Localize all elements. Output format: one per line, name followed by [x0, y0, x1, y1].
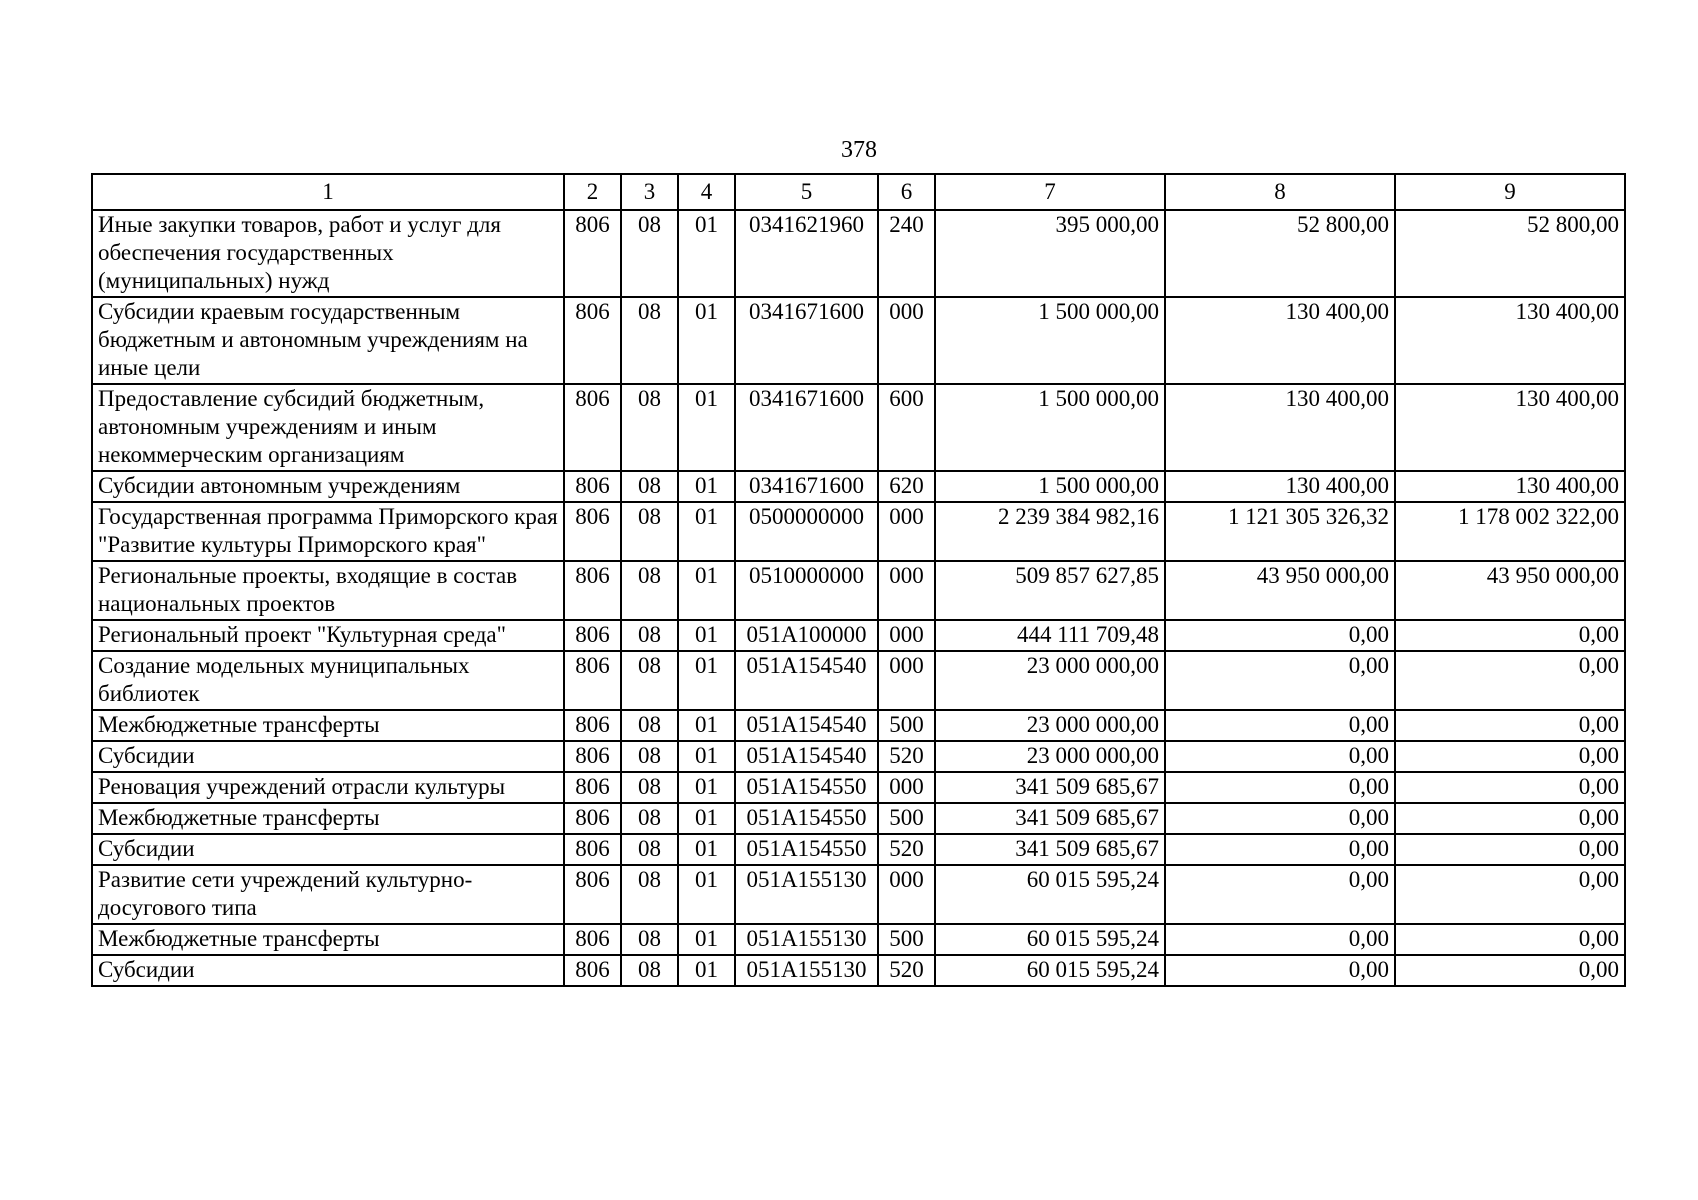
amount-col-8: 130 400,00	[1165, 297, 1395, 384]
amount-col-9: 0,00	[1395, 710, 1625, 741]
ministry-code: 806	[564, 741, 621, 772]
target-article-code: 0341671600	[735, 471, 878, 502]
amount-col-8: 0,00	[1165, 772, 1395, 803]
section-code: 08	[621, 384, 678, 471]
ministry-code: 806	[564, 865, 621, 924]
ministry-code: 806	[564, 297, 621, 384]
target-article-code: 0510000000	[735, 561, 878, 620]
target-article-code: 0341671600	[735, 384, 878, 471]
column-header: 4	[678, 174, 735, 210]
table-row	[92, 471, 1625, 502]
column-header: 8	[1165, 174, 1395, 210]
amount-col-8: 0,00	[1165, 924, 1395, 955]
row-name: Субсидии	[92, 834, 564, 865]
amount-col-8: 0,00	[1165, 741, 1395, 772]
amount-col-9: 0,00	[1395, 651, 1625, 710]
amount-col-8: 130 400,00	[1165, 471, 1395, 502]
row-name: Субсидии краевым государственным бюджетным и автономным учреждениям на иные цели	[92, 297, 564, 384]
table-row	[92, 865, 1625, 924]
amount-col-8: 0,00	[1165, 865, 1395, 924]
amount-col-9: 0,00	[1395, 924, 1625, 955]
table-row	[92, 561, 1625, 620]
subsection-code: 01	[678, 955, 735, 986]
amount-col-9: 0,00	[1395, 620, 1625, 651]
amount-col-9: 0,00	[1395, 772, 1625, 803]
subsection-code: 01	[678, 834, 735, 865]
section-code: 08	[621, 471, 678, 502]
target-article-code: 051A154550	[735, 772, 878, 803]
expense-type-code: 000	[878, 651, 935, 710]
section-code: 08	[621, 741, 678, 772]
subsection-code: 01	[678, 741, 735, 772]
ministry-code: 806	[564, 710, 621, 741]
ministry-code: 806	[564, 772, 621, 803]
ministry-code: 806	[564, 384, 621, 471]
amount-col-9: 0,00	[1395, 741, 1625, 772]
amount-col-9: 0,00	[1395, 803, 1625, 834]
subsection-code: 01	[678, 502, 735, 561]
table-row	[92, 297, 1625, 384]
amount-col-7: 341 509 685,67	[935, 772, 1165, 803]
row-name: Развитие сети учреждений культурно-досугового типа	[92, 865, 564, 924]
row-name: Иные закупки товаров, работ и услуг для обеспечения государственных (муниципальных) нужд	[92, 210, 564, 297]
amount-col-7: 395 000,00	[935, 210, 1165, 297]
amount-col-7: 341 509 685,67	[935, 803, 1165, 834]
subsection-code: 01	[678, 620, 735, 651]
expense-type-code: 520	[878, 741, 935, 772]
amount-col-9: 130 400,00	[1395, 384, 1625, 471]
row-name: Субсидии	[92, 741, 564, 772]
row-name: Межбюджетные трансферты	[92, 924, 564, 955]
row-name: Межбюджетные трансферты	[92, 803, 564, 834]
expense-type-code: 620	[878, 471, 935, 502]
subsection-code: 01	[678, 651, 735, 710]
row-name: Предоставление субсидий бюджетным, автономным учреждениям и иным некоммерческим организациям	[92, 384, 564, 471]
target-article-code: 051A155130	[735, 865, 878, 924]
section-code: 08	[621, 772, 678, 803]
expense-type-code: 500	[878, 924, 935, 955]
column-header: 1	[92, 174, 564, 210]
table-row	[92, 710, 1625, 741]
amount-col-7: 2 239 384 982,16	[935, 502, 1165, 561]
amount-col-8: 43 950 000,00	[1165, 561, 1395, 620]
amount-col-8: 1 121 305 326,32	[1165, 502, 1395, 561]
expense-type-code: 000	[878, 772, 935, 803]
table-row	[92, 955, 1625, 986]
budget-table	[91, 173, 1626, 987]
amount-col-8: 0,00	[1165, 651, 1395, 710]
amount-col-9: 0,00	[1395, 955, 1625, 986]
amount-col-7: 60 015 595,24	[935, 955, 1165, 986]
amount-col-7: 23 000 000,00	[935, 741, 1165, 772]
column-header: 7	[935, 174, 1165, 210]
amount-col-7: 60 015 595,24	[935, 924, 1165, 955]
amount-col-9: 0,00	[1395, 834, 1625, 865]
target-article-code: 051A100000	[735, 620, 878, 651]
subsection-code: 01	[678, 384, 735, 471]
expense-type-code: 520	[878, 955, 935, 986]
section-code: 08	[621, 803, 678, 834]
amount-col-7: 23 000 000,00	[935, 651, 1165, 710]
table-row	[92, 772, 1625, 803]
amount-col-7: 1 500 000,00	[935, 471, 1165, 502]
column-header: 5	[735, 174, 878, 210]
section-code: 08	[621, 620, 678, 651]
section-code: 08	[621, 924, 678, 955]
amount-col-8: 0,00	[1165, 803, 1395, 834]
expense-type-code: 500	[878, 803, 935, 834]
subsection-code: 01	[678, 772, 735, 803]
target-article-code: 051A155130	[735, 924, 878, 955]
table-row	[92, 803, 1625, 834]
table-row	[92, 620, 1625, 651]
page-number: 378	[841, 137, 877, 163]
amount-col-8: 52 800,00	[1165, 210, 1395, 297]
target-article-code: 051A154550	[735, 834, 878, 865]
row-name: Государственная программа Приморского края "Развитие культуры Приморского края"	[92, 502, 564, 561]
subsection-code: 01	[678, 803, 735, 834]
amount-col-9: 43 950 000,00	[1395, 561, 1625, 620]
ministry-code: 806	[564, 924, 621, 955]
column-header: 2	[564, 174, 621, 210]
target-article-code: 051A155130	[735, 955, 878, 986]
ministry-code: 806	[564, 210, 621, 297]
table-row	[92, 210, 1625, 297]
row-name: Субсидии автономным учреждениям	[92, 471, 564, 502]
ministry-code: 806	[564, 651, 621, 710]
amount-col-7: 1 500 000,00	[935, 384, 1165, 471]
target-article-code: 051A154550	[735, 803, 878, 834]
amount-col-8: 0,00	[1165, 710, 1395, 741]
ministry-code: 806	[564, 834, 621, 865]
amount-col-7: 509 857 627,85	[935, 561, 1165, 620]
amount-col-8: 130 400,00	[1165, 384, 1395, 471]
section-code: 08	[621, 561, 678, 620]
section-code: 08	[621, 865, 678, 924]
amount-col-7: 60 015 595,24	[935, 865, 1165, 924]
column-header: 9	[1395, 174, 1625, 210]
expense-type-code: 000	[878, 865, 935, 924]
table-row	[92, 651, 1625, 710]
amount-col-9: 1 178 002 322,00	[1395, 502, 1625, 561]
table-row	[92, 384, 1625, 471]
target-article-code: 051A154540	[735, 741, 878, 772]
row-name: Субсидии	[92, 955, 564, 986]
subsection-code: 01	[678, 710, 735, 741]
expense-type-code: 000	[878, 502, 935, 561]
section-code: 08	[621, 834, 678, 865]
ministry-code: 806	[564, 471, 621, 502]
row-name: Региональный проект "Культурная среда"	[92, 620, 564, 651]
target-article-code: 051A154540	[735, 651, 878, 710]
section-code: 08	[621, 955, 678, 986]
subsection-code: 01	[678, 865, 735, 924]
subsection-code: 01	[678, 561, 735, 620]
row-name: Создание модельных муниципальных библиотек	[92, 651, 564, 710]
table-row	[92, 834, 1625, 865]
amount-col-8: 0,00	[1165, 620, 1395, 651]
column-number-row	[92, 174, 1625, 210]
amount-col-9: 52 800,00	[1395, 210, 1625, 297]
ministry-code: 806	[564, 955, 621, 986]
ministry-code: 806	[564, 803, 621, 834]
amount-col-7: 444 111 709,48	[935, 620, 1165, 651]
section-code: 08	[621, 651, 678, 710]
expense-type-code: 240	[878, 210, 935, 297]
expense-type-code: 000	[878, 620, 935, 651]
table-body	[92, 210, 1625, 986]
subsection-code: 01	[678, 924, 735, 955]
expense-type-code: 500	[878, 710, 935, 741]
ministry-code: 806	[564, 561, 621, 620]
subsection-code: 01	[678, 297, 735, 384]
section-code: 08	[621, 210, 678, 297]
ministry-code: 806	[564, 502, 621, 561]
target-article-code: 0341671600	[735, 297, 878, 384]
expense-type-code: 000	[878, 297, 935, 384]
row-name: Региональные проекты, входящие в состав национальных проектов	[92, 561, 564, 620]
table-row	[92, 741, 1625, 772]
amount-col-9: 130 400,00	[1395, 471, 1625, 502]
target-article-code: 051A154540	[735, 710, 878, 741]
amount-col-7: 341 509 685,67	[935, 834, 1165, 865]
section-code: 08	[621, 710, 678, 741]
target-article-code: 0500000000	[735, 502, 878, 561]
ministry-code: 806	[564, 620, 621, 651]
table-row	[92, 924, 1625, 955]
target-article-code: 0341621960	[735, 210, 878, 297]
row-name: Реновация учреждений отрасли культуры	[92, 772, 564, 803]
expense-type-code: 000	[878, 561, 935, 620]
row-name: Межбюджетные трансферты	[92, 710, 564, 741]
section-code: 08	[621, 502, 678, 561]
amount-col-7: 23 000 000,00	[935, 710, 1165, 741]
column-header: 3	[621, 174, 678, 210]
subsection-code: 01	[678, 210, 735, 297]
subsection-code: 01	[678, 471, 735, 502]
amount-col-8: 0,00	[1165, 834, 1395, 865]
amount-col-8: 0,00	[1165, 955, 1395, 986]
expense-type-code: 600	[878, 384, 935, 471]
expense-type-code: 520	[878, 834, 935, 865]
table-row	[92, 502, 1625, 561]
amount-col-9: 130 400,00	[1395, 297, 1625, 384]
amount-col-9: 0,00	[1395, 865, 1625, 924]
section-code: 08	[621, 297, 678, 384]
column-header: 6	[878, 174, 935, 210]
amount-col-7: 1 500 000,00	[935, 297, 1165, 384]
